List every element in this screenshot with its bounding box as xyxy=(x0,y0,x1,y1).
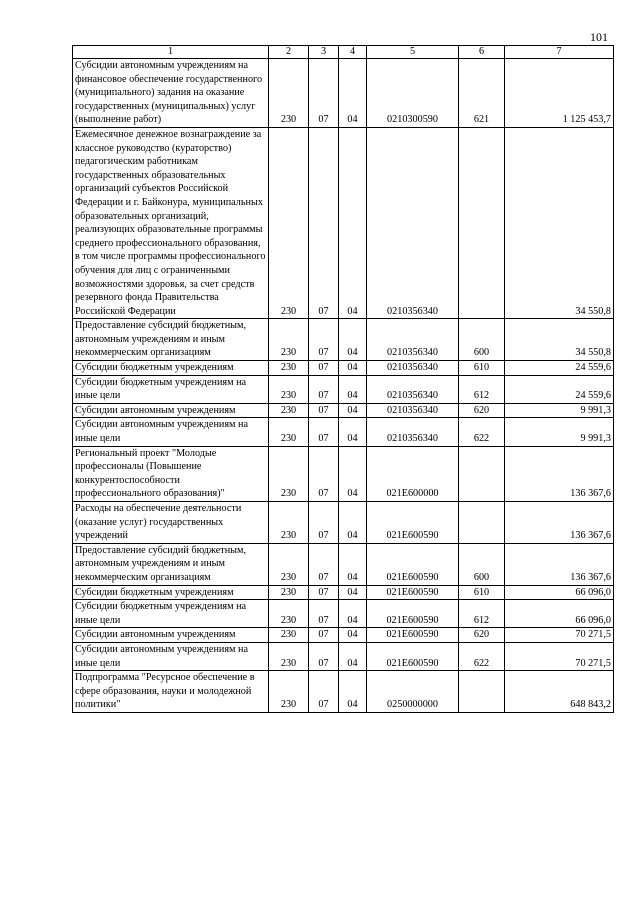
row-ministry-code-cell: 230 xyxy=(269,446,309,501)
row-section-cell: 07 xyxy=(309,403,339,418)
table-header-row xyxy=(73,46,614,59)
row-name-cell: Ежемесячное денежное вознаграждение за классное руководство (кураторство) педагогическим работникам государственных образовательных организаций субъектов Российской Федерации и г. Байконура, муниципальных образовательных организаций, реализующих образовательные программы среднего профессионального образования, в том числе программы профессионального обучения для лиц с ограниченными возможностями здоровья, за счет средств резервного фонда Правительства Российской Федерации xyxy=(73,127,269,318)
row-ministry-code-cell: 230 xyxy=(269,502,309,544)
row-amount-cell: 70 271,5 xyxy=(505,628,614,643)
row-expense-type-cell: 620 xyxy=(459,628,505,643)
row-subsection-cell: 04 xyxy=(339,600,367,628)
row-section-cell: 07 xyxy=(309,361,339,376)
row-subsection-cell: 04 xyxy=(339,418,367,446)
row-amount-cell: 648 843,2 xyxy=(505,671,614,713)
header-cell: 4 xyxy=(339,46,367,59)
row-name-cell: Субсидии бюджетным учреждениям на иные цели xyxy=(73,600,269,628)
table-row xyxy=(73,59,614,128)
row-target-article-cell: 021E600590 xyxy=(367,585,459,600)
row-section-cell: 07 xyxy=(309,628,339,643)
row-target-article-cell: 0210356340 xyxy=(367,127,459,318)
row-expense-type-cell: 620 xyxy=(459,403,505,418)
row-ministry-code-cell: 230 xyxy=(269,375,309,403)
row-name-cell: Субсидии бюджетным учреждениям xyxy=(73,361,269,376)
row-section-cell: 07 xyxy=(309,127,339,318)
row-ministry-code-cell: 230 xyxy=(269,642,309,670)
row-ministry-code-cell: 230 xyxy=(269,543,309,585)
row-subsection-cell: 04 xyxy=(339,502,367,544)
row-subsection-cell: 04 xyxy=(339,543,367,585)
table-row xyxy=(73,418,614,446)
row-name-cell: Субсидии автономным учреждениям на иные цели xyxy=(73,418,269,446)
row-name-cell: Региональный проект "Молодые профессионалы (Повышение конкурентоспособности профессионального образования)" xyxy=(73,446,269,501)
row-target-article-cell: 021E600590 xyxy=(367,600,459,628)
row-expense-type-cell: 600 xyxy=(459,319,505,361)
table-row xyxy=(73,127,614,318)
row-expense-type-cell: 610 xyxy=(459,361,505,376)
row-amount-cell: 136 367,6 xyxy=(505,543,614,585)
row-section-cell: 07 xyxy=(309,418,339,446)
row-expense-type-cell: 621 xyxy=(459,59,505,128)
row-target-article-cell: 0210300590 xyxy=(367,59,459,128)
row-amount-cell: 9 991,3 xyxy=(505,418,614,446)
row-amount-cell: 136 367,6 xyxy=(505,502,614,544)
row-name-cell: Субсидии автономным учреждениям xyxy=(73,403,269,418)
table-row xyxy=(73,628,614,643)
row-target-article-cell: 021E600590 xyxy=(367,628,459,643)
row-ministry-code-cell: 230 xyxy=(269,319,309,361)
row-section-cell: 07 xyxy=(309,600,339,628)
row-subsection-cell: 04 xyxy=(339,446,367,501)
row-target-article-cell: 021E600590 xyxy=(367,642,459,670)
table-row xyxy=(73,585,614,600)
row-amount-cell: 66 096,0 xyxy=(505,585,614,600)
row-amount-cell: 70 271,5 xyxy=(505,642,614,670)
row-name-cell: Субсидии бюджетным учреждениям на иные цели xyxy=(73,375,269,403)
table-row xyxy=(73,361,614,376)
row-subsection-cell: 04 xyxy=(339,642,367,670)
row-ministry-code-cell: 230 xyxy=(269,671,309,713)
header-cell: 2 xyxy=(269,46,309,59)
header-cell: 5 xyxy=(367,46,459,59)
row-target-article-cell: 0210356340 xyxy=(367,375,459,403)
row-amount-cell: 136 367,6 xyxy=(505,446,614,501)
row-expense-type-cell xyxy=(459,446,505,501)
row-ministry-code-cell: 230 xyxy=(269,127,309,318)
row-section-cell: 07 xyxy=(309,585,339,600)
table-row xyxy=(73,319,614,361)
header-cell: 7 xyxy=(505,46,614,59)
row-target-article-cell: 021E600000 xyxy=(367,446,459,501)
table-row xyxy=(73,403,614,418)
header-cell: 3 xyxy=(309,46,339,59)
row-amount-cell: 34 550,8 xyxy=(505,319,614,361)
row-amount-cell: 9 991,3 xyxy=(505,403,614,418)
row-expense-type-cell: 600 xyxy=(459,543,505,585)
row-name-cell: Субсидии бюджетным учреждениям xyxy=(73,585,269,600)
page-number: 101 xyxy=(590,30,608,44)
row-name-cell: Предоставление субсидий бюджетным, автономным учреждениям и иным некоммерческим организациям xyxy=(73,543,269,585)
row-subsection-cell: 04 xyxy=(339,319,367,361)
row-ministry-code-cell: 230 xyxy=(269,585,309,600)
row-section-cell: 07 xyxy=(309,671,339,713)
row-subsection-cell: 04 xyxy=(339,127,367,318)
row-target-article-cell: 021E600590 xyxy=(367,543,459,585)
row-subsection-cell: 04 xyxy=(339,59,367,128)
row-subsection-cell: 04 xyxy=(339,671,367,713)
row-subsection-cell: 04 xyxy=(339,403,367,418)
table-row xyxy=(73,642,614,670)
table-row xyxy=(73,600,614,628)
row-ministry-code-cell: 230 xyxy=(269,361,309,376)
header-cell: 1 xyxy=(73,46,269,59)
row-subsection-cell: 04 xyxy=(339,585,367,600)
row-expense-type-cell xyxy=(459,127,505,318)
row-name-cell: Предоставление субсидий бюджетным, автономным учреждениям и иным некоммерческим организациям xyxy=(73,319,269,361)
table-row xyxy=(73,375,614,403)
row-section-cell: 07 xyxy=(309,446,339,501)
row-name-cell: Субсидии автономным учреждениям на иные цели xyxy=(73,642,269,670)
row-ministry-code-cell: 230 xyxy=(269,628,309,643)
row-subsection-cell: 04 xyxy=(339,361,367,376)
row-expense-type-cell: 622 xyxy=(459,418,505,446)
row-ministry-code-cell: 230 xyxy=(269,418,309,446)
budget-table xyxy=(72,45,614,713)
row-target-article-cell: 0210356340 xyxy=(367,361,459,376)
row-amount-cell: 1 125 453,7 xyxy=(505,59,614,128)
row-amount-cell: 24 559,6 xyxy=(505,361,614,376)
row-target-article-cell: 0210356340 xyxy=(367,418,459,446)
row-target-article-cell: 021E600590 xyxy=(367,502,459,544)
row-section-cell: 07 xyxy=(309,319,339,361)
row-expense-type-cell xyxy=(459,671,505,713)
row-ministry-code-cell: 230 xyxy=(269,59,309,128)
row-expense-type-cell xyxy=(459,502,505,544)
row-expense-type-cell: 612 xyxy=(459,375,505,403)
row-target-article-cell: 0250000000 xyxy=(367,671,459,713)
row-name-cell: Субсидии автономным учреждениям на финансовое обеспечение государственного (муниципального) задания на оказание государственных (муниципальных) услуг (выполнение работ) xyxy=(73,59,269,128)
row-target-article-cell: 0210356340 xyxy=(367,403,459,418)
table-row xyxy=(73,502,614,544)
row-section-cell: 07 xyxy=(309,59,339,128)
row-subsection-cell: 04 xyxy=(339,375,367,403)
row-expense-type-cell: 622 xyxy=(459,642,505,670)
table-row xyxy=(73,446,614,501)
row-amount-cell: 66 096,0 xyxy=(505,600,614,628)
row-section-cell: 07 xyxy=(309,642,339,670)
row-name-cell: Подпрограмма "Ресурсное обеспечение в сфере образования, науки и молодежной политики" xyxy=(73,671,269,713)
row-amount-cell: 34 550,8 xyxy=(505,127,614,318)
table-row xyxy=(73,543,614,585)
row-subsection-cell: 04 xyxy=(339,628,367,643)
row-target-article-cell: 0210356340 xyxy=(367,319,459,361)
row-ministry-code-cell: 230 xyxy=(269,403,309,418)
row-amount-cell: 24 559,6 xyxy=(505,375,614,403)
table-row xyxy=(73,671,614,713)
row-section-cell: 07 xyxy=(309,502,339,544)
table-body xyxy=(73,59,614,713)
row-name-cell: Субсидии автономным учреждениям xyxy=(73,628,269,643)
row-section-cell: 07 xyxy=(309,375,339,403)
header-cell: 6 xyxy=(459,46,505,59)
row-name-cell: Расходы на обеспечение деятельности (оказание услуг) государственных учреждений xyxy=(73,502,269,544)
row-section-cell: 07 xyxy=(309,543,339,585)
row-expense-type-cell: 612 xyxy=(459,600,505,628)
row-expense-type-cell: 610 xyxy=(459,585,505,600)
row-ministry-code-cell: 230 xyxy=(269,600,309,628)
